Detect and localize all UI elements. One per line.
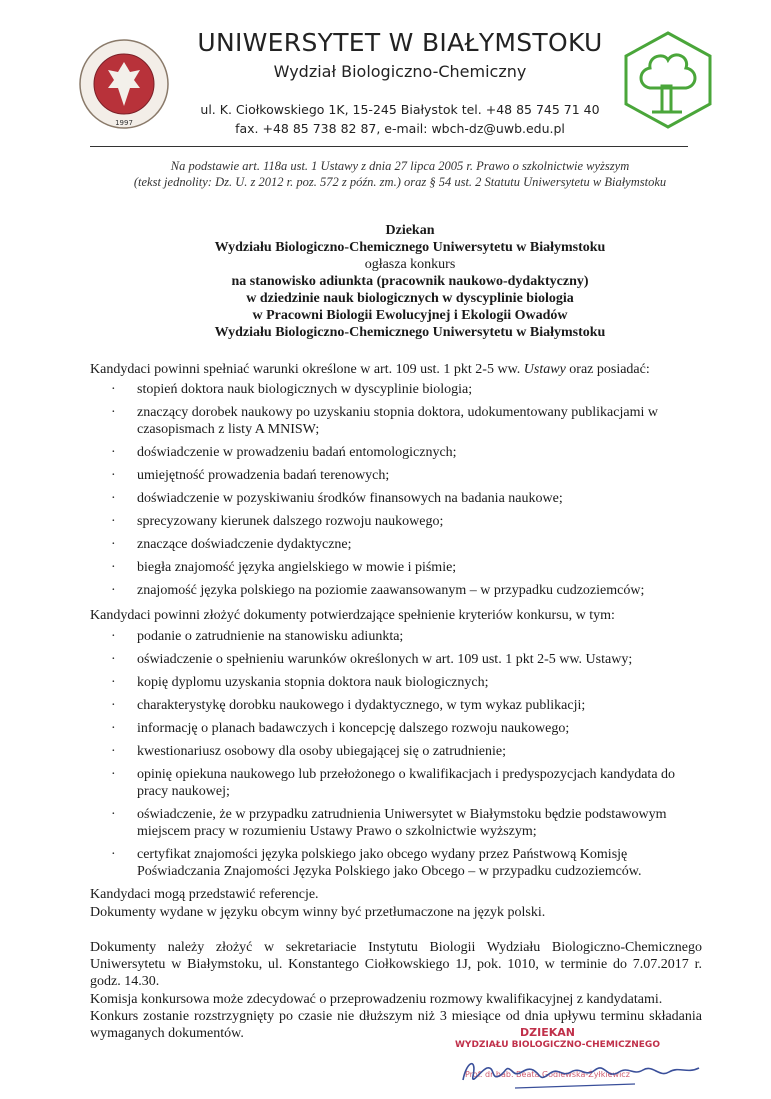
stamp-name: Prof. dr hab. Beata Godlewska-Żyłkiewicz: [465, 1070, 630, 1079]
stamp-faculty: WYDZIAŁU BIOLOGICZNO-CHEMICZNEGO: [455, 1040, 660, 1050]
requirements-intro: [90, 361, 710, 378]
list-item: · kwestionariusz osobowy dla osoby ubiegającej się o zatrudnienie;: [105, 743, 705, 760]
announces-text: ogłasza konkurs: [364, 257, 456, 272]
list-item: · informację o planach badawczych i koncepcję dalszego rozwoju naukowego;: [105, 720, 705, 737]
documents-list: [105, 628, 705, 880]
position-title: na stanowisko adiunkta (pracownik naukowo-dydaktyczny): [231, 274, 589, 289]
dean-title: Dziekan: [385, 223, 435, 238]
submission-note: Dokumenty należy złożyć w sekretariacie Instytutu Biologii Wydziału Biologiczno-Chemicznego Uniwersytetu w Białymstoku, ul. Konstantego Ciołkowskiego 1J, pok. 1010, w terminie do 7.07.2017 r. godz. 14.30.: [90, 940, 702, 989]
legal-line: (tekst jednolity: Dz. U. z 2012 r. poz. 572 z późn. zm.) oraz § 54 ust. 2 Statutu Uniwersytetu w Białymstoku: [133, 175, 667, 189]
list-item: · doświadczenie w prowadzeniu badań entomologicznych;: [105, 444, 705, 461]
requirements-intro-text: oraz posiadać:: [565, 362, 650, 377]
announcement-heading: [120, 222, 700, 341]
list-item: · biegła znajomość języka angielskiego w mowie i piśmie;: [105, 559, 705, 576]
resolution-note: Konkurs zostanie rozstrzygnięty po czasie nie dłuższym niż 3 miesiące od dnia upływu terminu składania wymaganych dokumentów.: [90, 1009, 702, 1041]
svg-text:1997: 1997: [115, 119, 133, 127]
fax-email-line: fax. +48 85 738 82 87, e-mail: wbch-dz@uwb.edu.pl: [235, 121, 565, 136]
university-name: UNIWERSYTET W BIAŁYMSTOKU: [197, 28, 603, 57]
list-item: · doświadczenie w pozyskiwaniu środków finansowych na badania naukowe;: [105, 490, 705, 507]
faculty-name: Wydział Biologiczno-Chemiczny: [273, 62, 527, 81]
faculty-full-name: Wydziału Biologiczno-Chemicznego Uniwersytetu w Białymstoku: [214, 240, 606, 255]
list-item: · umiejętność prowadzenia badań terenowych;: [105, 467, 705, 484]
legal-basis: [60, 158, 740, 190]
law-reference: Ustawy: [523, 362, 566, 377]
header-divider: [90, 146, 688, 147]
list-item: · opinię opiekuna naukowego lub przełożonego o kwalifikacjach i predyspozycjach kandydata do pracy naukowej;: [105, 766, 705, 800]
list-item: · oświadczenie, że w przypadku zatrudnienia Uniwersytet w Białymstoku będzie podstawowym miejscem pracy w rozumieniu Ustawy Prawo o szkolnictwie wyższym;: [105, 806, 705, 840]
list-item: · charakterystykę dorobku naukowego i dydaktycznego, w tym wykaz publikacji;: [105, 697, 705, 714]
list-item: · podanie o zatrudnienie na stanowisku adiunkta;: [105, 628, 705, 645]
list-item: · znaczące doświadczenie dydaktyczne;: [105, 536, 705, 553]
university-seal-icon: [78, 38, 170, 130]
faculty-logo-icon: [622, 30, 714, 130]
handwritten-signature: [455, 1050, 705, 1095]
references-note: Kandydaci mogą przedstawić referencje.: [90, 887, 319, 902]
list-item: · kopię dyplomu uzyskania stopnia doktora nauk biologicznych;: [105, 674, 705, 691]
list-item: · stopień doktora nauk biologicznych w dyscyplinie biologia;: [105, 381, 705, 398]
contact-address: [180, 100, 620, 138]
list-item: · oświadczenie o spełnieniu warunków określonych w art. 109 ust. 1 pkt 2-5 ww. Ustawy;: [105, 651, 705, 668]
scientific-field: w dziedzinie nauk biologicznych w dyscyplinie biologia: [246, 291, 574, 306]
list-item: · certyfikat znajomości języka polskiego jako obcego wydany przez Państwową Komisję Poświadczania Znajomości Języka Polskiego jako Obcego – w przypadku cudzoziemców.: [105, 846, 705, 880]
list-item: · sprecyzowany kierunek dalszego rozwoju naukowego;: [105, 513, 705, 530]
documents-intro: Kandydaci powinni złożyć dokumenty potwierdzające spełnienie kryteriów konkursu, w tym:: [90, 608, 615, 623]
stamp-dean: DZIEKAN: [520, 1026, 575, 1039]
requirements-list: [105, 381, 705, 599]
requirements-intro-text: Kandydaci powinni spełniać warunki określone w art. 109 ust. 1 pkt 2-5 ww.: [90, 362, 524, 377]
list-item: · znajomość języka polskiego na poziomie zaawansowanym – w przypadku cudzoziemców;: [105, 582, 705, 599]
translation-note: Dokumenty wydane w języku obcym winny być przetłumaczone na język polski.: [90, 905, 546, 920]
interview-note: Komisja konkursowa może zdecydować o przeprowadzeniu rozmowy kwalifikacyjnej z kandydatami.: [90, 992, 663, 1007]
legal-line: Na podstawie art. 118a ust. 1 Ustawy z dnia 27 lipca 2005 r. Prawo o szkolnictwie wyższym: [170, 159, 630, 173]
laboratory-name: w Pracowni Biologii Ewolucyjnej i Ekologii Owadów: [252, 308, 568, 323]
list-item: · znaczący dorobek naukowy po uzyskaniu stopnia doktora, udokumentowany publikacjami w czasopismach z listy A MNISW;: [105, 404, 705, 438]
faculty-full-name: Wydziału Biologiczno-Chemicznego Uniwersytetu w Białymstoku: [214, 325, 606, 340]
address-line: ul. K. Ciołkowskiego 1K, 15-245 Białystok tel. +48 85 745 71 40: [200, 102, 600, 117]
